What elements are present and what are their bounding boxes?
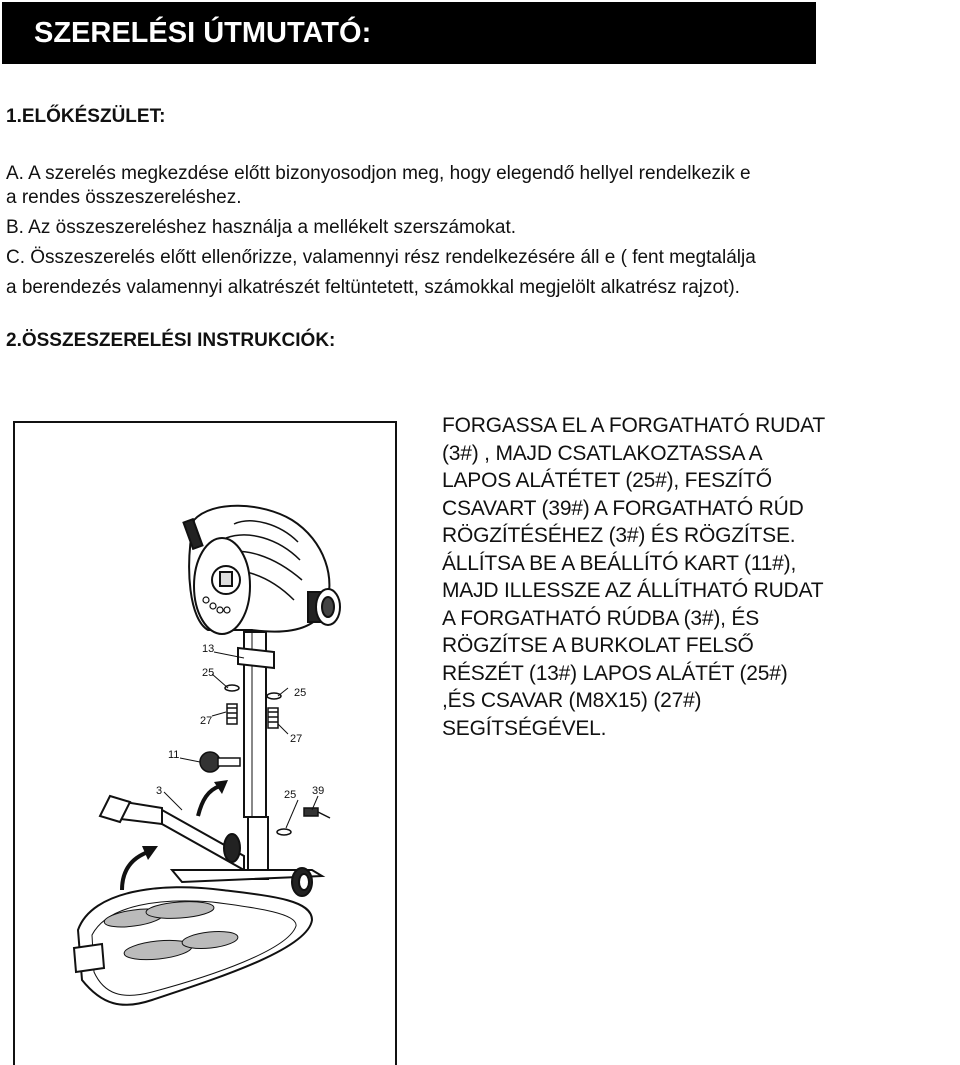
instruction-line: CSAVART (39#) A FORGATHATÓ RÚD [442,496,804,520]
instruction-line: ÁLLÍTSA BE A BEÁLLÍTÓ KART (11#), [442,551,797,575]
instruction-line: A FORGATHATÓ RÚDBA (3#), ÉS [442,606,760,630]
part-label: 39 [312,785,325,797]
part-label: 27 [290,733,303,745]
instruction-line: RÖGZÍTÉSÉHEZ (3#) ÉS RÖGZÍTSE. [442,524,796,547]
foot-base [74,887,312,1005]
prep-line-c-cont: a berendezés valamennyi alkatrészét feltüntetett, számokkal megjelölt alkatrész rajzot). [6,277,740,298]
page-title: SZERELÉSI ÚTMUTATÓ: [34,17,372,49]
title-bar [2,2,816,64]
adjustment-knob [200,752,240,772]
assembly-diagram [12,420,398,1065]
part-label: 25 [202,667,215,679]
instruction-line: ,ÉS CSAVAR (M8X15) (27#) [442,689,702,712]
instruction-line: SEGÍTSÉGÉVEL. [442,716,607,740]
section-heading-instructions: 2.ÖSSZESZERELÉSI INSTRUKCIÓK: [6,330,336,351]
lower-frame [100,796,322,896]
prep-line-a-cont: a rendes összeszereléshez. [6,187,242,208]
section-heading-preparation: 1.ELŐKÉSZÜLET: [6,106,166,127]
assembly-instructions [442,412,942,742]
prep-line-b: B. Az összeszereléshez használja a mellékelt szerszámokat. [6,217,517,238]
part-label: 25 [294,687,307,699]
part-label: 3 [156,785,163,797]
tension-bolt [277,808,330,835]
instruction-line: MAJD ILLESSZE AZ ÁLLÍTHATÓ RUDAT [442,579,824,602]
part-label: 11 [168,749,180,761]
console-head [184,506,340,634]
prep-line-a: A. A szerelés megkezdése előtt bizonyosodjon meg, hogy elegendő hellyel rendelkezik e [6,163,751,184]
part-label: 13 [202,643,215,655]
instruction-line: RÉSZÉT (13#) LAPOS ALÁTÉT (25#) [442,661,788,685]
prep-line-c: C. Összeszerelés előtt ellenőrizze, valamennyi rész rendelkezésére áll e ( fent megtalálja [6,247,756,268]
instruction-line: FORGASSA EL A FORGATHATÓ RUDAT [442,414,825,437]
part-label: 27 [200,715,213,727]
instruction-line: (3#) , MAJD CSATLAKOZTASSA A [442,441,763,465]
instruction-line: RÖGZÍTSE A BURKOLAT FELSŐ [442,634,754,657]
instruction-line: LAPOS ALÁTÉTET (25#), FESZÍTŐ [442,469,772,492]
part-label: 25 [284,789,297,801]
